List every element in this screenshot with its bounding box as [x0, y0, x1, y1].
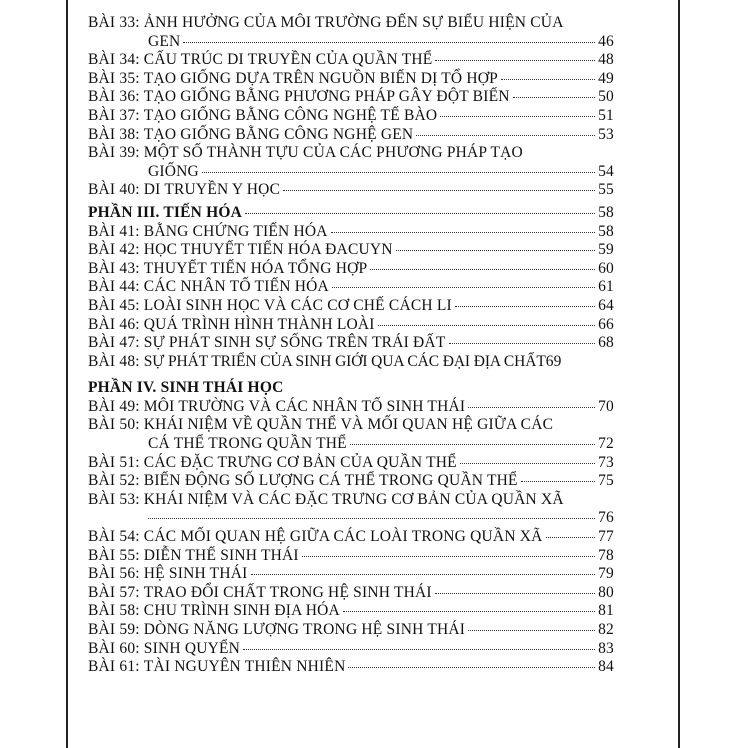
- part2-lessons: [88, 14, 614, 200]
- lesson-number: BÀI 45:: [88, 296, 140, 314]
- lesson-number: BÀI 47:: [88, 334, 140, 352]
- dot-leader: [468, 630, 595, 631]
- lesson-number: BÀI 57:: [88, 583, 140, 601]
- toc-entry-59[interactable]: [88, 621, 614, 640]
- lesson-title: DI TRUYỀN Y HỌC: [143, 181, 281, 199]
- page-number: 69: [545, 352, 562, 370]
- lesson-title: MỘT SỐ THÀNH TỰU CỦA CÁC PHƯƠNG PHÁP TẠO: [143, 144, 523, 162]
- lesson-number: BÀI 54:: [88, 528, 140, 546]
- toc-entry-42[interactable]: [88, 241, 614, 260]
- page-number: 64: [598, 296, 614, 314]
- lesson-number: BÀI 60:: [88, 639, 140, 657]
- dot-leader: [302, 556, 595, 557]
- toc-entry-46[interactable]: [88, 316, 614, 335]
- lesson-number: BÀI 61:: [88, 658, 140, 676]
- part4-section: [88, 379, 614, 677]
- dot-leader: [460, 463, 595, 464]
- lesson-title: TẠO GIỐNG DỰA TRÊN NGUỒN BIẾN DỊ TỔ HỢP: [143, 69, 498, 87]
- toc-entry-54[interactable]: [88, 528, 614, 547]
- dot-leader: [332, 287, 595, 288]
- toc-entry-44[interactable]: [88, 278, 614, 297]
- lesson-number: BÀI 53:: [88, 490, 140, 508]
- lesson-number: BÀI 46:: [88, 315, 140, 333]
- section-heading-part4[interactable]: [88, 379, 614, 398]
- page-number: 55: [598, 181, 614, 199]
- page-number: 70: [598, 397, 614, 415]
- lesson-number: BÀI 44:: [88, 278, 140, 296]
- lesson-title: TRAO ĐỔI CHẤT TRONG HỆ SINH THÁI: [143, 583, 432, 601]
- lesson-number: BÀI 35:: [88, 69, 140, 87]
- lesson-title: THUYẾT TIẾN HÓA TỔNG HỢP: [143, 259, 368, 277]
- lesson-title: HỌC THUYẾT TIẾN HÓA ĐACUYN: [143, 241, 393, 259]
- lesson-title: MÔI TRƯỜNG VÀ CÁC NHÂN TỐ SINH THÁI: [143, 397, 466, 415]
- section-heading-part3[interactable]: [88, 204, 614, 223]
- toc-entry-39-cont[interactable]: [88, 163, 614, 182]
- lesson-number: BÀI 36:: [88, 88, 140, 106]
- toc-entry-52[interactable]: [88, 472, 614, 491]
- toc-entry-35[interactable]: [88, 70, 614, 89]
- lesson-number: BÀI 43:: [88, 259, 140, 277]
- toc-entry-40[interactable]: [88, 181, 614, 200]
- page-number: 77: [598, 528, 614, 546]
- toc-entry-45[interactable]: [88, 297, 614, 316]
- toc-entry-56[interactable]: [88, 565, 614, 584]
- lesson-number: BÀI 39:: [88, 144, 140, 162]
- toc-entry-53-cont[interactable]: [88, 509, 614, 528]
- lesson-number: BÀI 55:: [88, 546, 140, 564]
- page-number: 73: [598, 453, 614, 471]
- lesson-number: BÀI 38:: [88, 125, 140, 143]
- lesson-number: BÀI 41:: [88, 222, 140, 240]
- toc-entry-43[interactable]: [88, 260, 614, 279]
- toc-entry-47[interactable]: [88, 334, 614, 353]
- lesson-number: BÀI 34:: [88, 51, 140, 69]
- lesson-title: DIỄN THẾ SINH THÁI: [143, 546, 299, 564]
- lesson-title: HỆ SINH THÁI: [143, 565, 248, 583]
- page-number: 81: [598, 602, 614, 620]
- page-number: 84: [598, 658, 614, 676]
- page-number: 61: [598, 278, 614, 296]
- toc-entry-57[interactable]: [88, 584, 614, 603]
- lesson-title-cont: CÁ THỂ TRONG QUẦN THỂ: [148, 435, 347, 453]
- lesson-title: CÁC NHÂN TỐ TIẾN HÓA: [143, 278, 329, 296]
- lesson-number: BÀI 59:: [88, 621, 140, 638]
- dot-leader: [348, 667, 595, 668]
- page-number: 78: [598, 546, 614, 564]
- lesson-number: BÀI 58:: [88, 602, 140, 620]
- lesson-title: CÁC MỐI QUAN HỆ GIỮA CÁC LOÀI TRONG QUẦN XÃ: [143, 528, 543, 546]
- dot-leader: [370, 269, 595, 270]
- lesson-title-cont: GEN: [148, 32, 181, 50]
- dot-leader: [251, 574, 596, 575]
- toc-entry-50[interactable]: [88, 416, 614, 435]
- page-number: 59: [598, 241, 614, 259]
- dot-leader: [202, 172, 595, 173]
- lesson-title: TẠO GIỐNG BẰNG PHƯƠNG PHÁP GÂY ĐỘT BIẾN: [143, 88, 510, 106]
- page-number: 50: [598, 88, 614, 106]
- dot-leader: [435, 593, 595, 594]
- page-number: 83: [598, 639, 614, 657]
- dot-leader: [148, 518, 595, 519]
- page-number: 72: [598, 435, 614, 453]
- section-title: PHẦN IV. SINH THÁI HỌC: [88, 379, 284, 397]
- dot-leader: [440, 116, 595, 117]
- lesson-number: BÀI 51:: [88, 453, 140, 471]
- lesson-title: LOÀI SINH HỌC VÀ CÁC CƠ CHẾ CÁCH LI: [143, 296, 452, 314]
- toc-entry-53[interactable]: [88, 491, 614, 510]
- lesson-number: BÀI 56:: [88, 565, 140, 583]
- dot-leader: [243, 649, 595, 650]
- toc-entry-39[interactable]: [88, 144, 614, 163]
- lesson-number: BÀI 33:: [88, 14, 140, 31]
- dot-leader: [183, 42, 595, 43]
- dot-leader: [245, 213, 595, 214]
- lesson-title: TẠO GIỐNG BẰNG CÔNG NGHỆ GEN: [143, 125, 414, 143]
- toc-entry-33[interactable]: [88, 14, 614, 33]
- dot-leader: [513, 97, 595, 98]
- toc-entry-48[interactable]: [88, 353, 614, 372]
- page-number: 60: [598, 259, 614, 277]
- lesson-title: KHÁI NIỆM VÀ CÁC ĐẶC TRƯNG CƠ BẢN CỦA QUẦN XÃ: [143, 490, 564, 508]
- toc-entry-60[interactable]: [88, 640, 614, 659]
- dot-leader: [455, 306, 595, 307]
- toc-entry-38[interactable]: [88, 126, 614, 145]
- lesson-number: BÀI 42:: [88, 241, 140, 259]
- page-number: 79: [598, 565, 614, 583]
- toc-entry-55[interactable]: [88, 547, 614, 566]
- dot-leader: [449, 343, 596, 344]
- lesson-title: DÒNG NĂNG LƯỢNG TRONG HỆ SINH THÁI: [143, 621, 466, 638]
- lesson-title: TẠO GIỐNG BẰNG CÔNG NGHỆ TẾ BÀO: [143, 106, 438, 124]
- dot-leader: [416, 135, 595, 136]
- page-number: 49: [598, 69, 614, 87]
- dot-leader: [546, 537, 596, 538]
- toc-entry-58[interactable]: [88, 602, 614, 621]
- page-number: 75: [598, 472, 614, 490]
- lesson-number: BÀI 52:: [88, 472, 140, 490]
- dot-leader: [501, 79, 595, 80]
- dot-leader: [521, 481, 595, 482]
- lesson-title: CÁC ĐẶC TRƯNG CƠ BẢN CỦA QUẦN THỂ: [143, 453, 457, 471]
- lesson-number: BÀI 37:: [88, 106, 140, 124]
- lesson-number: BÀI 48:: [88, 352, 140, 370]
- dot-leader: [396, 250, 595, 251]
- part3-section: [88, 204, 614, 371]
- lesson-title: CẤU TRÚC DI TRUYỀN CỦA QUẦN THỂ: [143, 51, 433, 69]
- lesson-title: BẰNG CHỨNG TIẾN HÓA: [143, 222, 328, 240]
- page-number: 46: [598, 32, 614, 50]
- lesson-title: CHU TRÌNH SINH ĐỊA HÓA: [143, 602, 340, 620]
- toc-entry-33-cont[interactable]: [88, 33, 614, 52]
- dot-leader: [350, 444, 595, 445]
- toc-entry-61[interactable]: [88, 658, 614, 677]
- dot-leader: [378, 325, 595, 326]
- lesson-number: BÀI 40:: [88, 181, 140, 199]
- table-of-contents: [88, 14, 614, 677]
- lesson-title: KHÁI NIỆM VỀ QUẦN THỂ VÀ MỐI QUAN HỆ GIỮA CÁC: [143, 416, 554, 434]
- dot-leader: [331, 232, 595, 233]
- page-number: 68: [598, 334, 614, 352]
- page-number: 82: [598, 621, 614, 638]
- page-number: 51: [598, 106, 614, 124]
- dot-leader: [343, 611, 595, 612]
- lesson-title-cont: GIỐNG: [148, 162, 199, 180]
- page-number: 80: [598, 583, 614, 601]
- page-number: 54: [598, 162, 614, 180]
- page-number: 58: [598, 203, 614, 221]
- dot-leader: [283, 190, 595, 191]
- page-number: 66: [598, 315, 614, 333]
- section-title: PHẦN III. TIẾN HÓA: [88, 203, 243, 221]
- toc-entry-36[interactable]: [88, 88, 614, 107]
- page-number: 58: [598, 222, 614, 240]
- lesson-title: QUÁ TRÌNH HÌNH THÀNH LOÀI: [143, 315, 375, 333]
- lesson-number: BÀI 49:: [88, 397, 140, 415]
- lesson-title: TÀI NGUYÊN THIÊN NHIÊN: [143, 658, 346, 676]
- lesson-title: SỰ PHÁT TRIỂN CỦA SINH GIỚI QUA CÁC ĐẠI ĐỊA CHẤT: [143, 352, 546, 370]
- toc-entry-49[interactable]: [88, 398, 614, 417]
- page-number: 53: [598, 125, 614, 143]
- lesson-number: BÀI 50:: [88, 416, 140, 434]
- lesson-title: SINH QUYỂN: [143, 639, 241, 657]
- page-number: 48: [598, 51, 614, 69]
- dot-leader: [468, 407, 595, 408]
- toc-entry-51[interactable]: [88, 454, 614, 473]
- toc-entry-41[interactable]: [88, 223, 614, 242]
- toc-entry-50-cont[interactable]: [88, 435, 614, 454]
- lesson-title: SỰ PHÁT SINH SỰ SỐNG TRÊN TRÁI ĐẤT: [143, 334, 446, 352]
- toc-entry-37[interactable]: [88, 107, 614, 126]
- dot-leader: [435, 60, 595, 61]
- lesson-title: BIẾN ĐỘNG SỐ LƯỢNG CÁ THỂ TRONG QUẦN THỂ: [143, 472, 518, 490]
- lesson-title: ẢNH HƯỞNG CỦA MÔI TRƯỜNG ĐẾN SỰ BIỂU HIỆN CỦA: [143, 14, 564, 31]
- page-number: 76: [598, 509, 614, 527]
- toc-entry-34[interactable]: [88, 51, 614, 70]
